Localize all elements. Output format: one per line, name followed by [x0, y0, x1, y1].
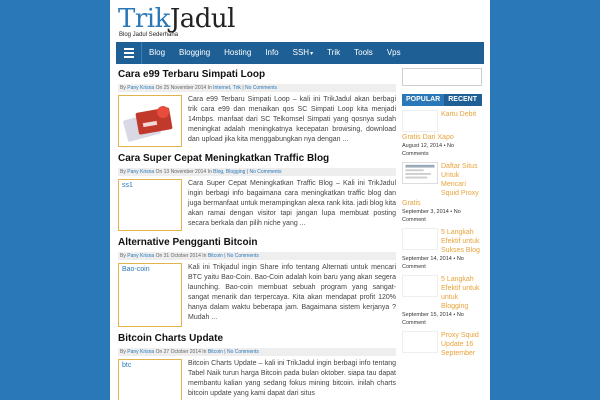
post-excerpt: Kali ini Trikjadul ingin Share info tentang Alternati untuk mencari BTC yaitu Bao-Coin. Bao-Coin adalah koin baru yang akan segera launching. Bao-coin membuat sebuah program yang sangat-sangat menarik dan terpercaya. Kita akan mendapat profit 120% hanya dalam waktu beberapa jam. Bagaimana sistem kerjanya ? Mudah ... — [188, 264, 396, 321]
post-date: On 31 October 2014 In — [155, 253, 207, 259]
post-meta — [118, 84, 396, 92]
nav-item-info[interactable]: Info — [265, 48, 279, 57]
nav-item-vps[interactable]: Vps — [386, 48, 401, 57]
logo-part-jadul: Jadul — [169, 4, 235, 34]
sidebar-post-link[interactable]: Proxy Squid Update 16 September — [441, 332, 479, 357]
sidebar-post-link[interactable]: 5 Langkah Efektif untuk untuk Blogging — [441, 276, 480, 310]
category-link[interactable]: Blog, Blogging — [213, 169, 246, 175]
sidebar-post-date: September 3, 2014 • No Comment — [402, 209, 461, 223]
post-title-link[interactable]: Cara e99 Terbaru Simpati Loop — [118, 69, 266, 80]
post-item — [118, 68, 396, 147]
sidebar-post-link[interactable]: 5 Langkah Efektif untuk Sukses Blog — [441, 229, 480, 254]
sidebar-thumbnail[interactable] — [402, 331, 438, 353]
loop-card-image-icon — [123, 102, 177, 142]
nav-item-trik[interactable]: Trik — [327, 48, 341, 57]
comments-link[interactable]: No Comments — [226, 349, 259, 355]
post-item — [118, 332, 396, 400]
sidebar-thumbnail[interactable] — [402, 162, 438, 184]
site-header — [110, 0, 490, 42]
nav-item-hosting[interactable]: Hosting — [224, 48, 252, 57]
post-meta — [118, 348, 396, 356]
author-link[interactable]: Pany Krisna — [127, 85, 155, 91]
category-link[interactable]: Bitcoin — [207, 349, 223, 355]
sidebar-post-date: September 15, 2014 • No Comment — [402, 312, 464, 326]
sidebar-post-link[interactable]: Kartu Debit — [441, 111, 477, 118]
sidebar-post-link[interactable]: Daftar Situs Untuk Mencari Squid Proxy — [441, 163, 479, 197]
post-date: On 13 November 2014 In — [155, 169, 212, 175]
post-item — [118, 236, 396, 327]
main-nav — [116, 42, 484, 64]
post-list — [118, 68, 396, 400]
author-link[interactable]: Pany Krisna — [127, 169, 155, 175]
tab-popular[interactable]: POPULAR — [402, 94, 444, 106]
sidebar-thumbnail[interactable] — [402, 275, 438, 297]
site-logo[interactable] — [118, 6, 235, 32]
post-date: On 25 November 2014 In — [155, 85, 212, 91]
post-title-link[interactable]: Alternative Pengganti Bitcoin — [118, 237, 258, 248]
screenshot-thumbnail-icon — [403, 163, 437, 183]
post-meta — [118, 168, 396, 176]
post-thumbnail[interactable] — [118, 95, 182, 147]
post-item — [118, 152, 396, 231]
sidebar-post-item — [402, 110, 482, 158]
thumbnail-alt-text: btc — [122, 362, 132, 369]
page-container — [110, 0, 490, 400]
sidebar-post-item — [402, 275, 482, 327]
meta-prefix: By — [120, 169, 126, 175]
meta-prefix: By — [120, 253, 126, 259]
meta-separator: | — [246, 169, 249, 175]
sidebar-post-item — [402, 228, 482, 271]
sidebar-thumbnail[interactable] — [402, 228, 438, 250]
sidebar-tabs — [402, 94, 482, 106]
meta-separator: | — [224, 349, 226, 355]
nav-item-blog[interactable]: Blog — [149, 48, 166, 57]
sidebar — [402, 68, 482, 358]
post-excerpt: Bitcoin Charts Update – kali ini TrikJadul ingin berbagi info tentang Tabel Naik turun harga Bitcoin pada bulan oktober. siapa tau dapat membantu kalian yang sedang fokus mining bitcoin. inilah charts bitcoin update yang kami dapat dari situs — [188, 360, 396, 397]
comments-link[interactable]: No Comments — [245, 85, 277, 91]
post-thumbnail[interactable] — [118, 359, 182, 400]
sidebar-post-link-continued[interactable]: Gratis — [402, 200, 421, 207]
post-meta — [118, 252, 396, 260]
nav-item-tools[interactable]: Tools — [354, 48, 373, 57]
post-thumbnail[interactable] — [118, 263, 182, 327]
comments-link[interactable]: No Comments — [249, 169, 282, 175]
logo-part-trik: Trik — [118, 4, 170, 34]
comments-link[interactable]: No Comments — [226, 253, 259, 259]
thumbnail-alt-text: Bao-coin — [122, 266, 150, 273]
category-link[interactable]: Bitcoin — [207, 253, 223, 259]
nav-item-ssh[interactable] — [286, 42, 320, 64]
chevron-down-icon: ▾ — [310, 51, 314, 57]
menu-hamburger-icon[interactable] — [116, 42, 142, 64]
post-date: On 27 October 2014 In — [155, 349, 207, 355]
nav-item-blogging[interactable]: Blogging — [179, 48, 211, 57]
post-thumbnail[interactable] — [118, 179, 182, 231]
meta-separator: | — [242, 85, 244, 91]
sidebar-post-item — [402, 331, 482, 358]
sidebar-post-item — [402, 162, 482, 224]
post-excerpt: Cara Super Cepat Meningkatkan Traffic Blog – Kali ini TrikJadul ingin berbagi info bagaimana cara meningkatkan traffic blog dan juga bermanfaat untuk merampingkan alexa rank kita. jadi blog kita akan ramai dengan visitor tapi jangan lupa membuat posting secara berkala dan pilih niche yang ... — [188, 180, 396, 227]
nav-item-ssh-label: SSH — [292, 48, 310, 57]
post-excerpt: Cara e99 Terbaru Simpati Loop – kali ini TrikJadul akan berbagi trik cara e99 dan menaikan qos SC Simpati Loop kita menjadi 14mbps. manfaat dari SC Telkomsel Simpati yang qosnya sudah meningkat adalah meningkatnya kecepatan browsing, download dan upload jika kita menggabungkan nya dengan ... — [188, 96, 396, 143]
meta-prefix: By — [120, 349, 126, 355]
sidebar-post-date: August 12, 2014 • No Comments — [402, 143, 455, 157]
meta-prefix: By — [120, 85, 126, 91]
meta-separator: | — [224, 253, 226, 259]
thumbnail-alt-text: ss1 — [122, 182, 133, 189]
site-tagline: Blog Jadul Sederhana — [119, 32, 179, 38]
post-title-link[interactable]: Cara Super Cepat Meningkatkan Traffic Blog — [118, 153, 330, 164]
category-link[interactable]: Internet, Trik — [213, 85, 241, 91]
sidebar-post-date: September 14, 2014 • No Comment — [402, 256, 464, 270]
tab-recent[interactable]: RECENT — [448, 96, 478, 103]
post-title-link[interactable]: Bitcoin Charts Update — [118, 333, 224, 344]
author-link[interactable]: Pany Krisna — [127, 253, 155, 259]
search-input[interactable] — [402, 68, 482, 86]
sidebar-post-link-continued[interactable]: Gratis Dari Xapo — [402, 134, 454, 141]
author-link[interactable]: Pany Krisna — [127, 349, 155, 355]
sidebar-thumbnail[interactable] — [402, 110, 438, 132]
